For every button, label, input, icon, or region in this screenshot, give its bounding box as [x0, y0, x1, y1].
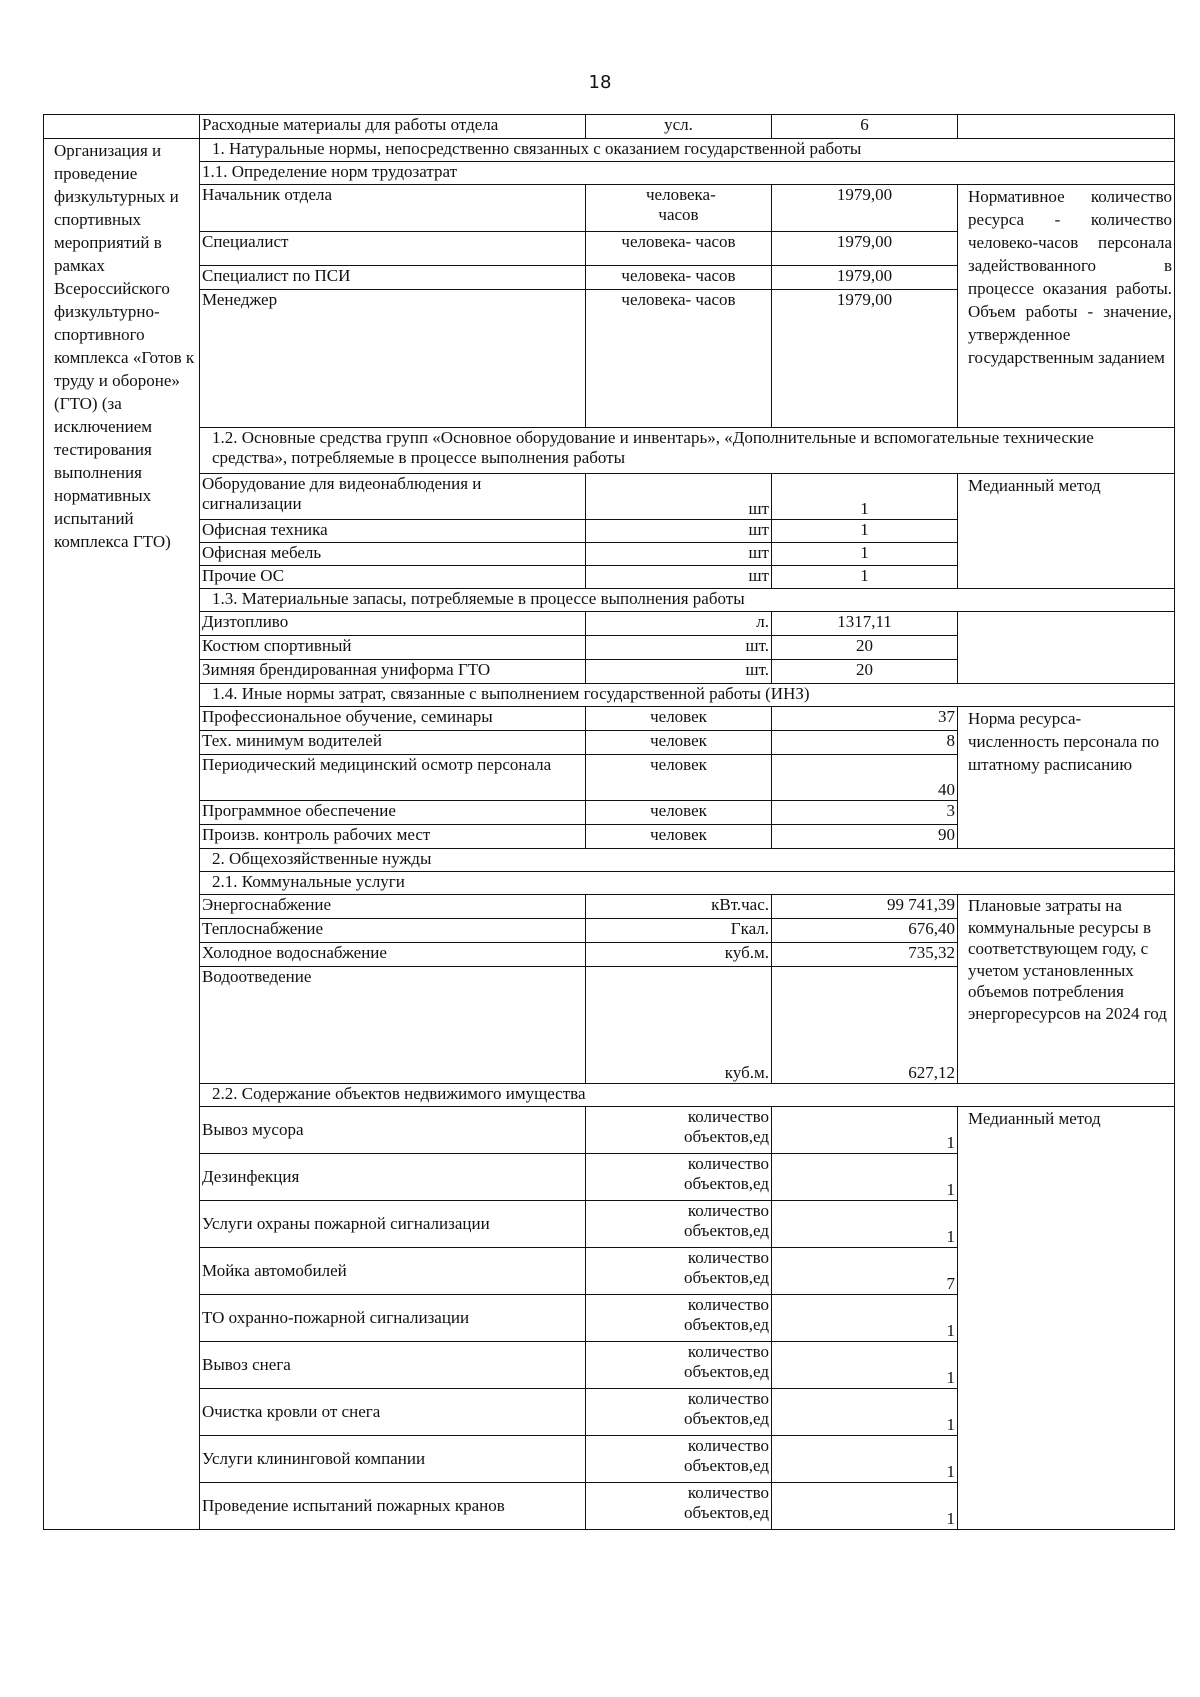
row-unit: шт.: [586, 636, 772, 660]
row-value: 676,40: [772, 919, 958, 943]
row-unit: человек: [586, 755, 772, 801]
row-name: Проведение испытаний пожарных кранов: [200, 1483, 586, 1530]
row-value: 1979,00: [772, 266, 958, 290]
section-header-row: [44, 139, 1175, 162]
row-name: Холодное водоснабжение: [200, 943, 586, 967]
row-name: Офисная мебель: [200, 543, 586, 566]
unit-line: объектов,ед: [683, 1315, 769, 1334]
row-value: 99 741,39: [772, 895, 958, 919]
row-name: Специалист по ПСИ: [200, 266, 586, 290]
row-value: 37: [772, 707, 958, 731]
row-value: 1979,00: [772, 290, 958, 428]
row-unit: шт: [586, 520, 772, 543]
table-row: [44, 895, 1175, 919]
row-unit: л.: [586, 612, 772, 636]
unit-line: объектов,ед: [683, 1221, 769, 1240]
row-unit: Гкал.: [586, 919, 772, 943]
row-unit: человека- часов: [586, 266, 772, 290]
unit-line: количество: [687, 1107, 769, 1126]
section-header-row: [44, 162, 1175, 185]
row-unit: человек: [586, 825, 772, 849]
row-name: Очистка кровли от снега: [200, 1389, 586, 1436]
unit-line: объектов,ед: [683, 1456, 769, 1475]
row-name: Дезинфекция: [200, 1154, 586, 1201]
row-value: 1: [772, 1107, 958, 1154]
unit-line: количество: [687, 1248, 769, 1267]
unit-line: объектов,ед: [683, 1362, 769, 1381]
unit-line: объектов,ед: [683, 1268, 769, 1287]
empty-cell: [44, 115, 200, 139]
table-row: [44, 474, 1175, 520]
row-value: 8: [772, 731, 958, 755]
section-header-row: [44, 589, 1175, 612]
row-unit: человека- часов: [586, 290, 772, 428]
row-name: Оборудование для видеонаблюдения и сигнализации: [200, 474, 586, 520]
row-value: 1: [772, 520, 958, 543]
row-value: 1: [772, 1483, 958, 1530]
unit-line: количество: [687, 1154, 769, 1173]
row-name: Энергоснабжение: [200, 895, 586, 919]
method-note: Медианный метод: [958, 1107, 1175, 1530]
row-unit: человека-часов: [586, 185, 772, 232]
row-value: 1: [772, 1295, 958, 1342]
table-row: [44, 185, 1175, 232]
row-unit: шт: [586, 474, 772, 520]
row-name: Прочие ОС: [200, 566, 586, 589]
row-name: Водоотведение: [200, 967, 586, 1084]
row-name: Программное обеспечение: [200, 801, 586, 825]
row-name: Тех. минимум водителей: [200, 731, 586, 755]
row-name: Произв. контроль рабочих мест: [200, 825, 586, 849]
row-name: Вывоз снега: [200, 1342, 586, 1389]
row-value: 1979,00: [772, 185, 958, 232]
row-value: 7: [772, 1248, 958, 1295]
row-value: 90: [772, 825, 958, 849]
section-header-row: [44, 684, 1175, 707]
row-value: 1979,00: [772, 232, 958, 266]
row-value: 735,32: [772, 943, 958, 967]
row-value: 3: [772, 801, 958, 825]
norm-note: Нормативное количество ресурса - количество человеко-часов персонала задействованного в процессе оказания работы. Объем работы - значение, утвержденное государственным заданием: [958, 185, 1175, 428]
row-value: 40: [772, 755, 958, 801]
row-value: 1: [772, 1154, 958, 1201]
unit-line: количество: [687, 1436, 769, 1455]
empty-cell: [958, 115, 1175, 139]
row-name: Зимняя брендированная униформа ГТО: [200, 660, 586, 684]
table-row: [44, 1107, 1175, 1154]
page-number: 18: [588, 72, 612, 93]
section-title: 1. Натуральные нормы, непосредственно связанных с оказанием государственной работы: [200, 139, 1175, 162]
method-note: Медианный метод: [958, 474, 1175, 589]
norm-note: Норма ресурса-численность персонала по штатному расписанию: [958, 707, 1175, 849]
norms-table: [43, 114, 1175, 1530]
row-name: Профессиональное обучение, семинары: [200, 707, 586, 731]
row-name: Мойка автомобилей: [200, 1248, 586, 1295]
empty-cell: [958, 612, 1175, 684]
row-name: Вывоз мусора: [200, 1107, 586, 1154]
row-unit: человек: [586, 801, 772, 825]
unit-line: объектов,ед: [683, 1127, 769, 1146]
section-title: 1.4. Иные нормы затрат, связанные с выполнением государственной работы (ИНЗ): [200, 684, 1175, 707]
row-name: Костюм спортивный: [200, 636, 586, 660]
section-title: 1.2. Основные средства групп «Основное оборудование и инвентарь», «Дополнительные и вспомогательные технические средства», потребляемые в процессе выполнения работы: [200, 428, 1175, 474]
row-value: 6: [772, 115, 958, 139]
section-header-row: [44, 428, 1175, 474]
row-unit: человека- часов: [586, 232, 772, 266]
row-unit: куб.м.: [586, 967, 772, 1084]
row-unit: шт: [586, 566, 772, 589]
row-unit: кВт.час.: [586, 895, 772, 919]
table-row: [44, 115, 1175, 139]
row-unit: куб.м.: [586, 943, 772, 967]
row-name: Услуги охраны пожарной сигнализации: [200, 1201, 586, 1248]
unit-line: объектов,ед: [683, 1409, 769, 1428]
table-row: [44, 612, 1175, 636]
row-name: Начальник отдела: [200, 185, 586, 232]
unit-line: объектов,ед: [683, 1174, 769, 1193]
row-value: 1: [772, 543, 958, 566]
section-title: 2.1. Коммунальные услуги: [200, 872, 1175, 895]
row-name: Специалист: [200, 232, 586, 266]
unit-line: количество: [687, 1342, 769, 1361]
row-value: 1: [772, 1436, 958, 1483]
unit-line: количество: [687, 1483, 769, 1502]
row-name: Расходные материалы для работы отдела: [200, 115, 586, 139]
row-name: Периодический медицинский осмотр персонала: [200, 755, 586, 801]
unit-line: количество: [687, 1295, 769, 1314]
row-value: 1: [772, 1201, 958, 1248]
unit-line: объектов,ед: [683, 1503, 769, 1522]
section-title: 2. Общехозяйственные нужды: [200, 849, 1175, 872]
row-name: Офисная техника: [200, 520, 586, 543]
section-header-row: [44, 872, 1175, 895]
section-header-row: [44, 849, 1175, 872]
unit-line: количество: [687, 1201, 769, 1220]
row-value: 627,12: [772, 967, 958, 1084]
row-value: 20: [772, 636, 958, 660]
row-value: 1: [772, 474, 958, 520]
section-title: 1.3. Материальные запасы, потребляемые в процессе выполнения работы: [200, 589, 1175, 612]
row-value: 20: [772, 660, 958, 684]
row-value: 1317,11: [772, 612, 958, 636]
row-unit: человек: [586, 707, 772, 731]
row-unit: усл.: [586, 115, 772, 139]
row-value: 1: [772, 566, 958, 589]
row-unit: шт: [586, 543, 772, 566]
row-name: Теплоснабжение: [200, 919, 586, 943]
planned-costs-note: Плановые затраты на коммунальные ресурсы в соответствующем году, с учетом установленных объемов потребления энергоресурсов на 2024 год: [958, 895, 1175, 1084]
service-name: Организация и проведение физкультурных и спортивных мероприятий в рамках Всероссийского физкультурно-спортивного комплекса «Готов к труду и обороне» (ГТО) (за исключением тестирования выполнения нормативных испытаний комплекса ГТО): [44, 139, 200, 1530]
section-header-row: [44, 1084, 1175, 1107]
row-name: Менеджер: [200, 290, 586, 428]
section-title: 2.2. Содержание объектов недвижимого имущества: [200, 1084, 1175, 1107]
table-row: [44, 707, 1175, 731]
row-unit: шт.: [586, 660, 772, 684]
section-title: 1.1. Определение норм трудозатрат: [200, 162, 1175, 185]
unit-line: количество: [687, 1389, 769, 1408]
row-value: 1: [772, 1342, 958, 1389]
row-name: Услуги клининговой компании: [200, 1436, 586, 1483]
row-name: Дизтопливо: [200, 612, 586, 636]
row-name: ТО охранно-пожарной сигнализации: [200, 1295, 586, 1342]
row-unit: человек: [586, 731, 772, 755]
row-value: 1: [772, 1389, 958, 1436]
